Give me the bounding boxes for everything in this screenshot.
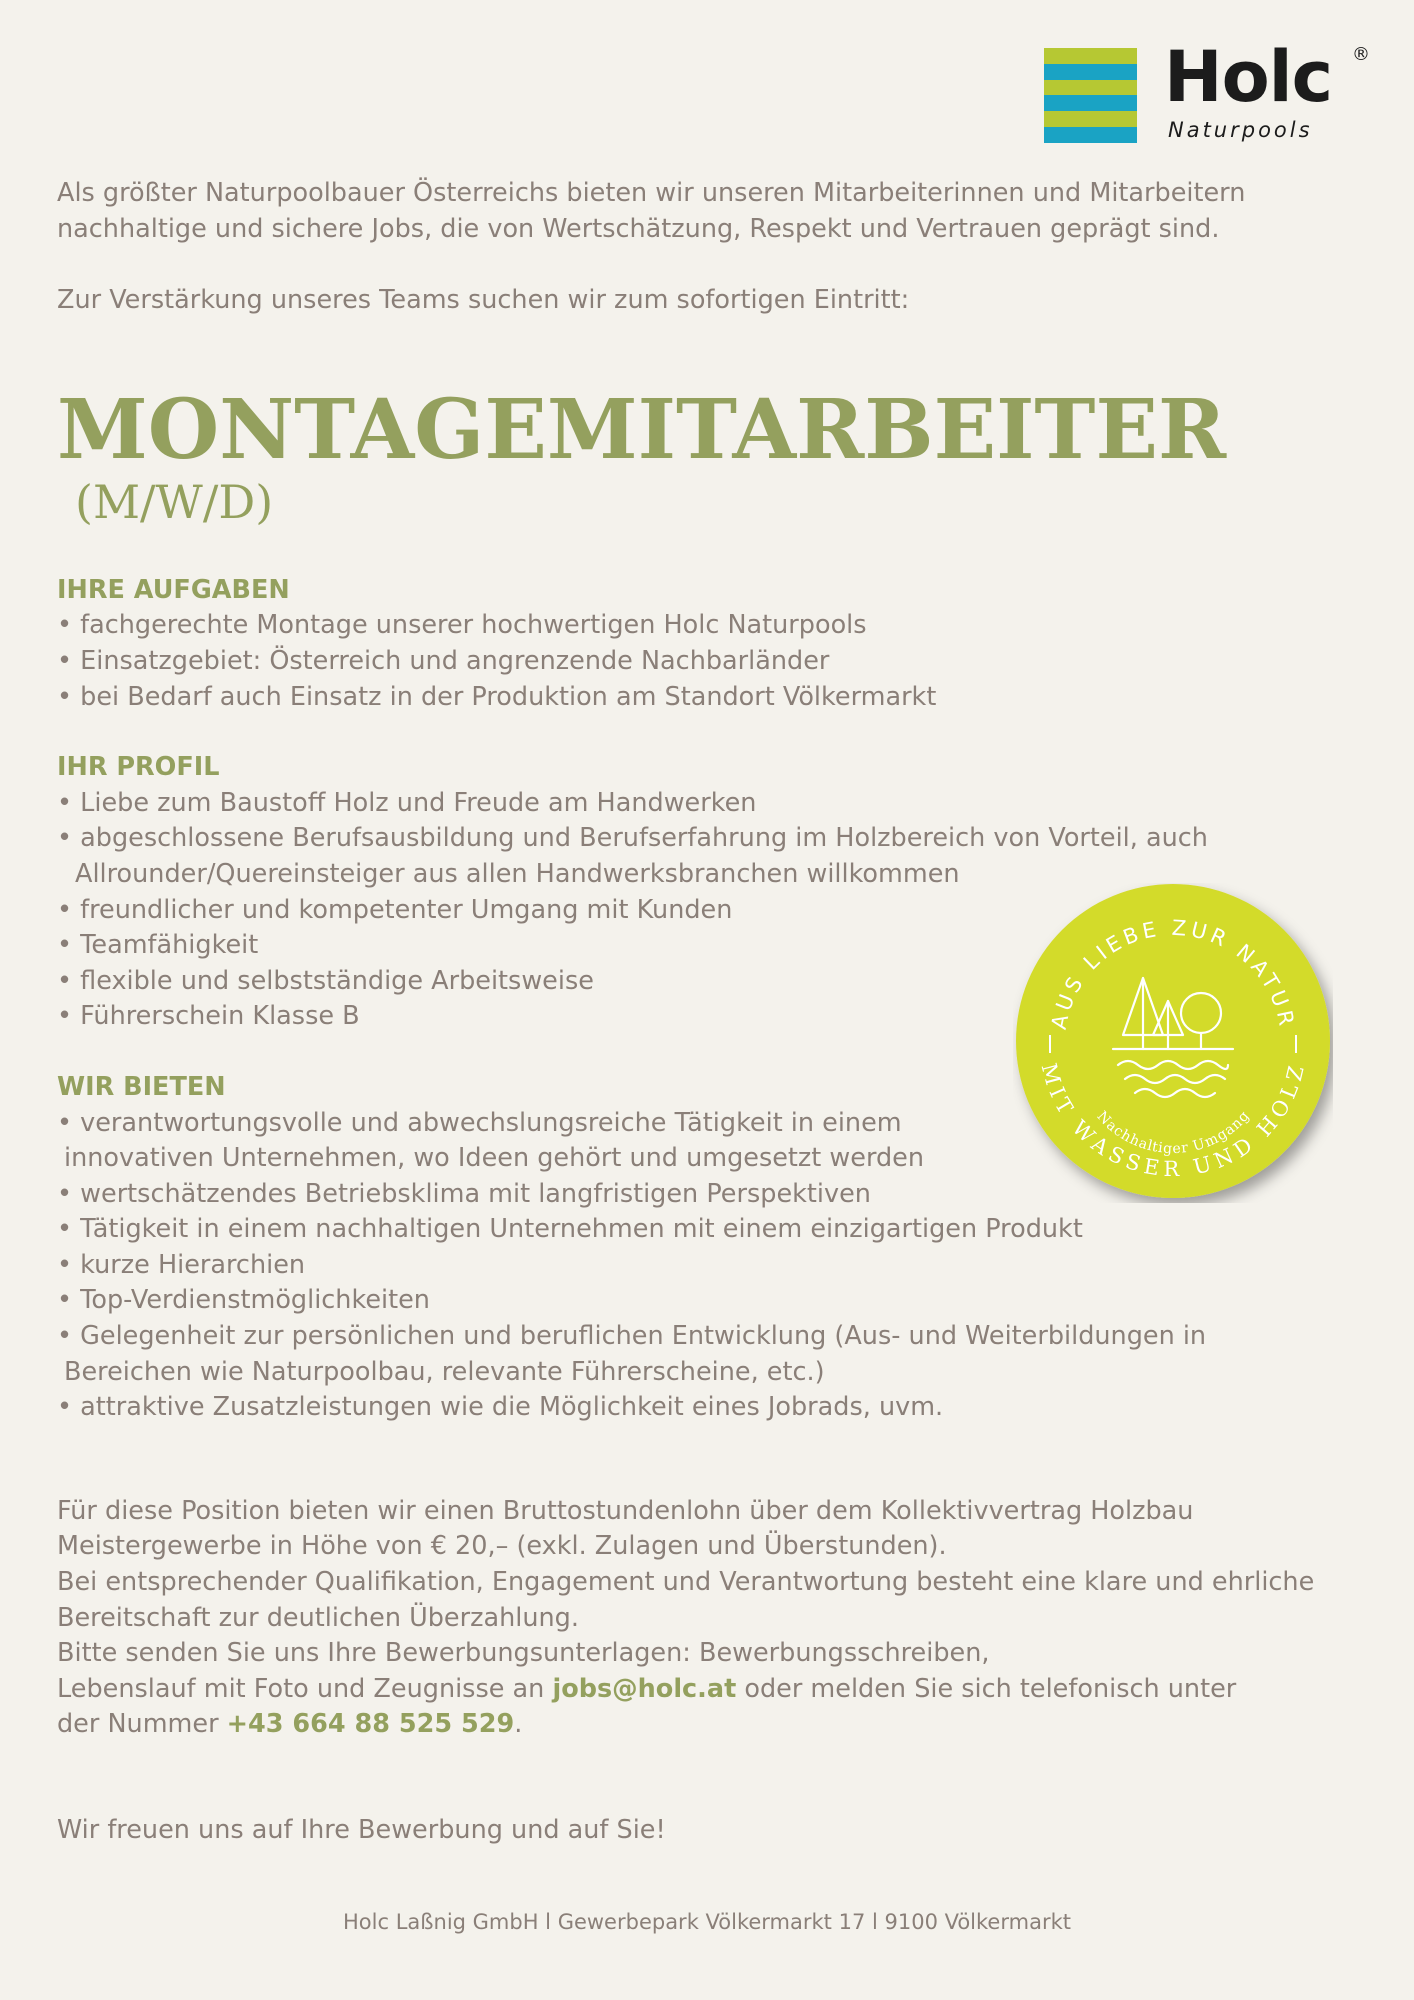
list-item: • Gelegenheit zur persönlichen und beruflichen Entwicklung (Aus- und Weiterbildungen in (57, 1321, 1207, 1352)
intro-line: nachhaltige und sichere Jobs, die von Wertschätzung, Respekt und Vertrauen geprägt sind. (57, 213, 1220, 244)
list-item: • flexible und selbstständige Arbeitsweise (57, 965, 594, 996)
closing-text: . (514, 1709, 523, 1740)
section-tasks (57, 573, 1317, 715)
list-item: • Tätigkeit in einem nachhaltigen Unternehmen mit einem einzigartigen Produkt (57, 1214, 1083, 1245)
list-item: • Einsatzgebiet: Österreich und angrenzende Nachbarländer (57, 645, 830, 676)
logo-brand: Holc (1164, 36, 1333, 118)
list-item: • Führerschein Klasse B (57, 1001, 360, 1032)
intro-line: Als größter Naturpoolbauer Österreichs bieten wir unseren Mitarbeiterinnen und Mitarbeitern (57, 178, 1246, 208)
nature-seal-badge (1013, 883, 1333, 1203)
seal-icon (1013, 883, 1333, 1203)
closing-line: Bitte senden Sie uns Ihre Bewerbungsunterlagen: Bewerbungsschreiben, (57, 1638, 990, 1669)
logo-stripes-icon (1044, 48, 1137, 143)
closing-line: Bei entsprechender Qualifikation, Engagement und Verantwortung besteht eine klare und ehrliche (57, 1567, 1315, 1598)
closing-text: der Nummer (57, 1709, 227, 1740)
tasks-list (57, 608, 1317, 715)
list-item: • Liebe zum Baustoff Holz und Freude am Handwerken (57, 787, 757, 818)
list-item: • verantwortungsvolle und abwechslungsreiche Tätigkeit in einem (57, 1107, 902, 1138)
logo-tagline: Naturpools (1168, 118, 1313, 142)
list-item-continuation: innovativen Unternehmen, wo Ideen gehört und umgesetzt werden (64, 1143, 925, 1174)
closing-line: Für diese Position bieten wir einen Bruttostundenlohn über dem Kollektivvertrag Holzbau (57, 1495, 1194, 1526)
job-title: MONTAGEMITARBEITER (57, 381, 1227, 478)
logo-registered-mark: ® (1352, 44, 1370, 65)
list-item: • kurze Hierarchien (57, 1249, 306, 1280)
intro-cta: Zur Verstärkung unseres Teams suchen wir zum sofortigen Eintritt: (57, 285, 910, 316)
closing-line: Bereitschaft zur deutlichen Überzahlung. (57, 1602, 579, 1633)
seal-bottom-text: MIT WASSER UND HOLZ (1036, 1060, 1310, 1182)
thanks-line: Wir freuen uns auf Ihre Bewerbung und auf Sie! (57, 1815, 666, 1845)
intro (57, 176, 1317, 247)
phone-link[interactable]: +43 664 88 525 529 (226, 1709, 515, 1740)
closing-line: Meistergewerbe in Höhe von € 20,– (exkl. Zulagen und Überstunden). (57, 1531, 947, 1562)
list-item: • freundlicher und kompetenter Umgang mit Kunden (57, 894, 733, 925)
seal-top-text: AUS LIEBE ZUR NATUR (1046, 915, 1300, 1032)
company-logo (1040, 36, 1380, 154)
list-item-continuation: Allrounder/Quereinsteiger aus allen Handwerksbranchen willkommen (75, 858, 960, 889)
list-item: • abgeschlossene Berufsausbildung und Berufserfahrung im Holzbereich von Vorteil, auch (57, 823, 1208, 854)
closing-line (57, 1672, 1317, 1708)
section-heading: WIR BIETEN (57, 1071, 226, 1102)
closing-line (57, 1707, 1317, 1743)
list-item: • fachgerechte Montage unserer hochwertigen Holc Naturpools (57, 610, 867, 641)
list-item: • bei Bedarf auch Einsatz in der Produktion am Standort Völkermarkt (57, 681, 937, 712)
email-link[interactable]: jobs@holc.at (552, 1673, 737, 1704)
job-gender-note: (M/W/D) (75, 474, 274, 529)
list-item: • Teamfähigkeit (57, 930, 259, 961)
closing-paragraph (57, 1494, 1317, 1743)
closing-text: oder melden Sie sich telefonisch unter (736, 1673, 1237, 1704)
seal-inner-text: Nachhaltiger Umgang (1093, 1108, 1253, 1157)
list-item-continuation: Bereichen wie Naturpoolbau, relevante Führerscheine, etc.) (64, 1356, 825, 1387)
section-heading: IHR PROFIL (57, 752, 220, 783)
footer-address: Holc Laßnig GmbH l Gewerbepark Völkermarkt 17 l 9100 Völkermarkt (343, 1910, 1071, 1934)
list-item: • wertschätzendes Betriebsklima mit langfristigen Perspektiven (57, 1178, 871, 1209)
closing-text: Lebenslauf mit Foto und Zeugnisse an (57, 1673, 553, 1704)
list-item: • Top-Verdienstmöglichkeiten (57, 1285, 430, 1316)
list-item: • attraktive Zusatzleistungen wie die Möglichkeit eines Jobrads, uvm. (57, 1392, 944, 1423)
section-heading: IHRE AUFGABEN (57, 574, 290, 605)
